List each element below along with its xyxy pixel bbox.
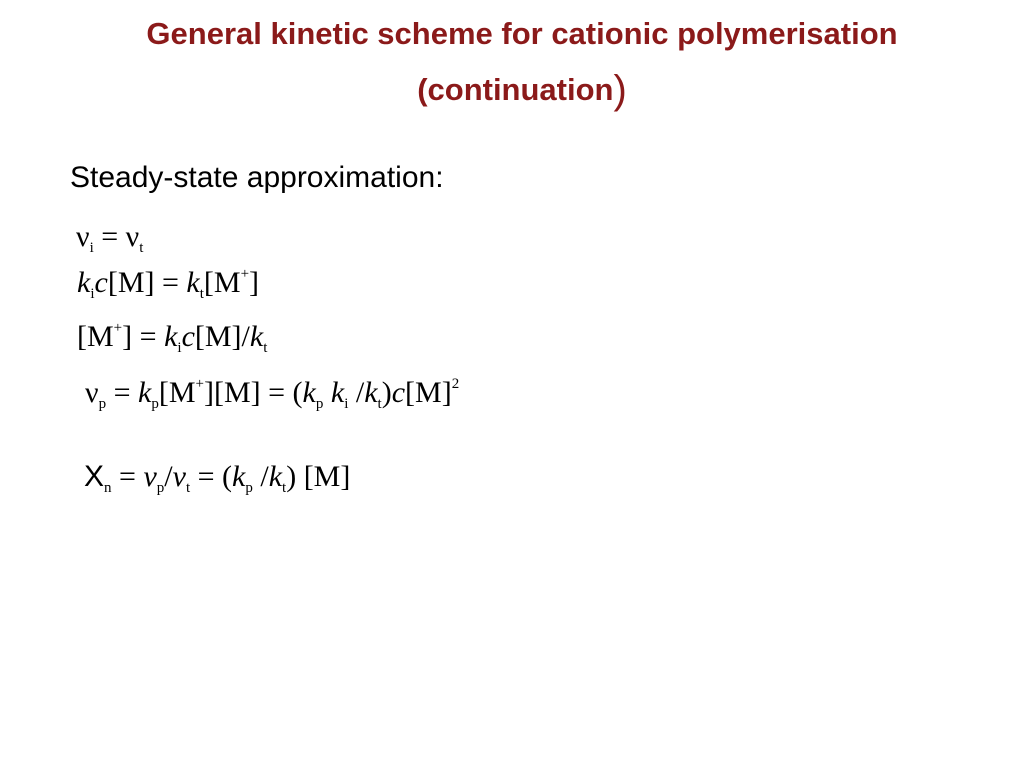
equation-rate-equality: $\nu_i = \nu_t$ bbox=[76, 220, 144, 256]
slide-title-line-1: General kinetic scheme for cationic polymerisation bbox=[146, 16, 898, 51]
equation-initiation-termination: $k_ic[M] = k_t[M^+]$ bbox=[77, 266, 260, 302]
equation-cation-concentration: $[M^+] = k_ic[M]/k_t$ bbox=[77, 320, 268, 356]
slide-title-line-2 bbox=[60, 70, 984, 110]
slide-title-continuation: (continuation bbox=[417, 72, 614, 107]
equation-degree-of-polymerisation: $X_n = v_p/v_t = (k_p$ $/k_t$) [M] bbox=[84, 460, 351, 496]
slide-title-close-paren: ) bbox=[613, 68, 627, 112]
equation-propagation-rate: $\nu_p = k_p[M^+][M] = (k_p$ $k_i$ $/k_t)c[M]^2$ bbox=[85, 376, 460, 412]
steady-state-heading: Steady-state approximation: bbox=[70, 161, 444, 194]
